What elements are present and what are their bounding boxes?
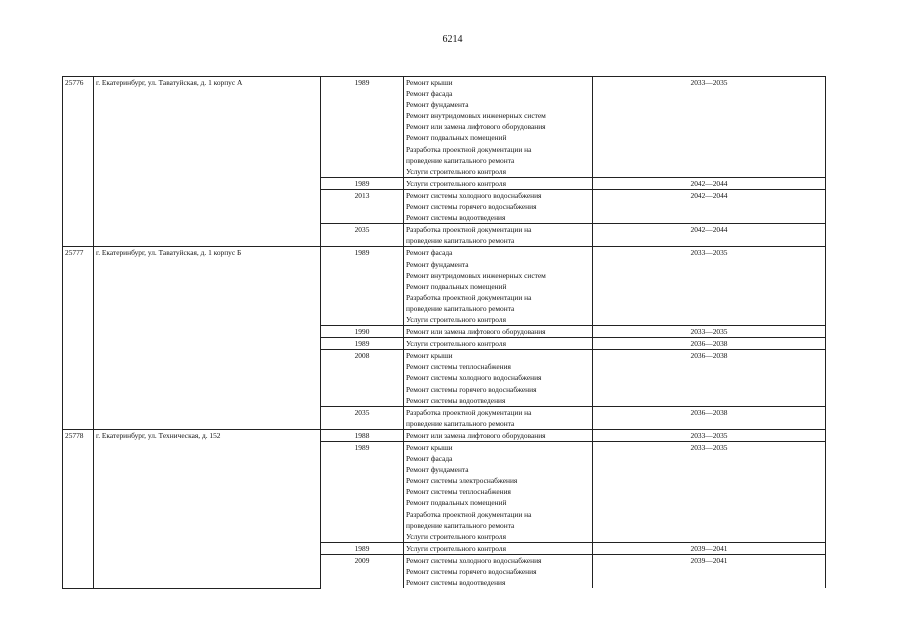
year-cell: 1989 <box>321 338 404 350</box>
work-item: Ремонт системы холодного водоснабжения <box>406 373 542 383</box>
work-item: Услуги строительного контроля <box>406 543 506 553</box>
repair-schedule-table <box>62 76 826 589</box>
works-cell <box>404 326 593 338</box>
year-cell: 1989 <box>321 247 404 326</box>
work-item: Ремонт системы теплоснабжения <box>406 487 511 497</box>
work-item: проведение капитального ремонта <box>406 520 515 530</box>
work-item: Разработка проектной документации на <box>406 144 532 154</box>
period-cell: 2036—2038 <box>593 350 826 406</box>
work-item: Ремонт системы водоотведения <box>406 213 506 223</box>
table-row <box>63 247 826 326</box>
year-cell: 1990 <box>321 326 404 338</box>
work-item: Ремонт крыши <box>406 78 453 87</box>
building-id: 25777 <box>63 247 94 430</box>
works-cell <box>404 77 593 178</box>
work-item: Ремонт фундамента <box>406 259 469 269</box>
period-cell: 2042—2044 <box>593 224 826 247</box>
works-cell <box>404 224 593 247</box>
year-cell: 1989 <box>321 177 404 189</box>
works-cell <box>404 442 593 543</box>
period-cell: 2036—2038 <box>593 338 826 350</box>
building-address: г. Екатеринбург, ул. Таватуйская, д. 1 корпус Б <box>94 247 321 430</box>
work-item: Разработка проектной документации на <box>406 225 532 235</box>
year-cell: 2013 <box>321 189 404 223</box>
building-address: г. Екатеринбург, ул. Техническая, д. 152 <box>94 429 321 588</box>
work-item: проведение капитального ремонта <box>406 236 515 246</box>
work-item: Разработка проектной документации на <box>406 407 532 417</box>
year-cell: 2008 <box>321 350 404 406</box>
year-cell: 2035 <box>321 406 404 429</box>
year-cell: 2035 <box>321 224 404 247</box>
works-cell <box>404 247 593 326</box>
building-id: 25776 <box>63 77 94 247</box>
work-item: Услуги строительного контроля <box>406 314 506 324</box>
table-row <box>63 77 826 178</box>
works-cell <box>404 350 593 406</box>
works-cell <box>404 406 593 429</box>
period-cell: 2036—2038 <box>593 406 826 429</box>
work-item: Услуги строительного контроля <box>406 339 506 349</box>
work-item: проведение капитального ремонта <box>406 303 515 313</box>
table-row <box>63 429 826 441</box>
work-item: Ремонт крыши <box>406 443 453 452</box>
work-item: Ремонт фундамента <box>406 465 469 475</box>
work-item: Ремонт системы водоотведения <box>406 578 506 588</box>
work-item: проведение капитального ремонта <box>406 155 515 165</box>
works-cell <box>404 554 593 588</box>
page-number: 6214 <box>442 34 463 45</box>
works-cell <box>404 177 593 189</box>
work-item: Ремонт подвальных помещений <box>406 281 507 291</box>
table-body <box>63 77 826 589</box>
period-cell: 2033—2035 <box>593 247 826 326</box>
work-item: Услуги строительного контроля <box>406 166 506 176</box>
works-cell <box>404 542 593 554</box>
period-cell: 2042—2044 <box>593 177 826 189</box>
period-cell: 2033—2035 <box>593 77 826 178</box>
work-item: Ремонт фасада <box>406 248 453 258</box>
work-item: Ремонт или замена лифтового оборудования <box>406 430 546 440</box>
work-item: Ремонт системы холодного водоснабжения <box>406 555 542 565</box>
building-address: г. Екатеринбург, ул. Таватуйская, д. 1 корпус А <box>94 77 321 247</box>
works-cell <box>404 189 593 223</box>
period-cell: 2033—2035 <box>593 442 826 543</box>
works-cell <box>404 429 593 441</box>
work-item: Ремонт системы горячего водоснабжения <box>406 567 537 577</box>
year-cell: 1988 <box>321 429 404 441</box>
period-cell: 2039—2041 <box>593 554 826 588</box>
year-cell: 2009 <box>321 554 404 588</box>
period-cell: 2042—2044 <box>593 189 826 223</box>
work-item: Разработка проектной документации на <box>406 509 532 519</box>
work-item: Ремонт системы электроснабжения <box>406 476 518 486</box>
work-item: Ремонт фасада <box>406 89 453 99</box>
work-item: Ремонт системы теплоснабжения <box>406 362 511 372</box>
year-cell: 1989 <box>321 442 404 543</box>
work-item: Ремонт системы холодного водоснабжения <box>406 190 542 200</box>
period-cell: 2039—2041 <box>593 542 826 554</box>
work-item: Ремонт крыши <box>406 351 453 361</box>
work-item: Ремонт или замена лифтового оборудования <box>406 327 546 337</box>
work-item: Ремонт системы водоотведения <box>406 395 506 405</box>
work-item: Ремонт фасада <box>406 454 453 464</box>
work-item: Ремонт фундамента <box>406 100 469 110</box>
work-item: проведение капитального ремонта <box>406 418 515 428</box>
work-item: Услуги строительного контроля <box>406 531 506 541</box>
work-item: Ремонт подвальных помещений <box>406 498 507 508</box>
work-item: Ремонт или замена лифтового оборудования <box>406 122 546 132</box>
period-cell: 2033—2035 <box>593 429 826 441</box>
year-cell: 1989 <box>321 542 404 554</box>
work-item: Разработка проектной документации на <box>406 292 532 302</box>
work-item: Ремонт подвальных помещений <box>406 133 507 143</box>
work-item: Ремонт системы горячего водоснабжения <box>406 202 537 212</box>
work-item: Ремонт системы горячего водоснабжения <box>406 384 537 394</box>
period-cell: 2033—2035 <box>593 326 826 338</box>
works-cell <box>404 338 593 350</box>
building-id: 25778 <box>63 429 94 588</box>
year-cell: 1989 <box>321 77 404 178</box>
work-item: Услуги строительного контроля <box>406 178 506 188</box>
work-item: Ремонт внутридомовых инженерных систем <box>406 270 546 280</box>
work-item: Ремонт внутридомовых инженерных систем <box>406 111 546 121</box>
